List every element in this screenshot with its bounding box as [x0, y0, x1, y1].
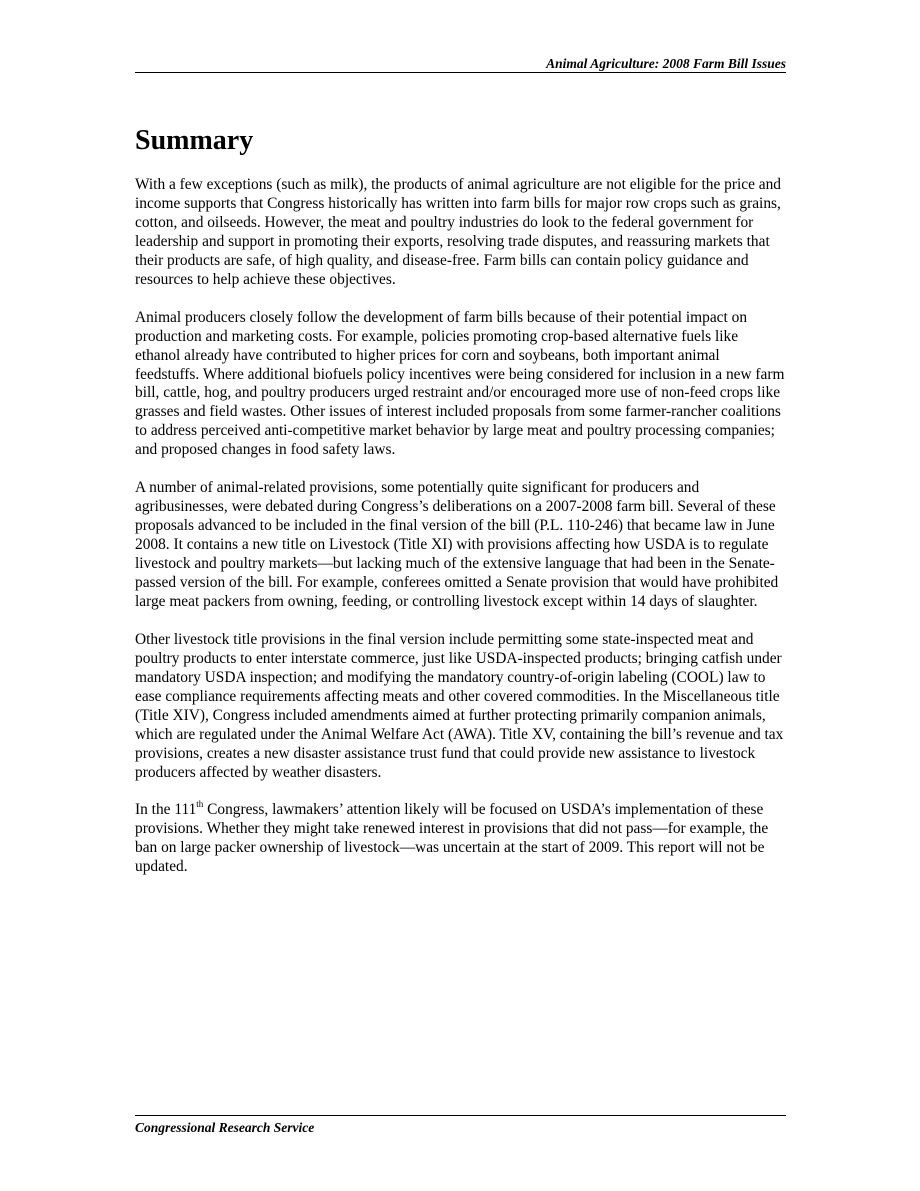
- paragraph-5: [135, 801, 786, 877]
- paragraph-1: With a few exceptions (such as milk), the products of animal agriculture are not eligible for the price and income supports that Congress historically has written into farm bills for major row crops such as grains, cotton, and oilseeds. However, the meat and poultry industries do look to the federal government for leadership and support in promoting their exports, resolving trade disputes, and reassuring markets that their products are safe, of high quality, and disease-free. Farm bills can contain policy guidance and resources to help achieve these objectives.: [135, 176, 781, 288]
- paragraph-5-rest: Congress, lawmakers’ attention likely will be focused on USDA’s implementation of these provisions. Whether they might take renewed interest in provisions that did not pass—for example, the ban on large packer ownership of livestock—was uncertain at the start of 2009. This report will not be updated.: [135, 801, 769, 876]
- paragraph-4: Other livestock title provisions in the final version include permitting some state-inspected meat and poultry products to enter interstate commerce, just like USDA-inspected products; bringing catfish under mandatory USDA inspection; and modifying the mandatory country-of-origin labeling (COOL) law to ease compliance requirements affecting meats and other covered commodities. In the Miscellaneous title (Title XIV), Congress included amendments aimed at further protecting primarily companion animals, which are regulated under the Animal Welfare Act (AWA). Title XV, containing the bill’s revenue and tax provisions, creates a new disaster assistance trust fund that could provide new assistance to livestock producers affected by weather disasters.: [135, 630, 784, 781]
- header-divider: [135, 72, 786, 73]
- paragraph-2: Animal producers closely follow the development of farm bills because of their potential impact on production and marketing costs. For example, policies promoting crop-based alternative fuels like ethanol already have contributed to higher prices for corn and soybeans, both important animal feedstuffs. Where additional biofuels policy incentives were being considered for inclusion in a new farm bill, cattle, hog, and poultry producers urged restraint and/or encouraged more use of non-feed crops like grasses and field wastes. Other issues of interest included proposals from some farmer-rancher coalitions to address perceived anti-competitive market behavior by large meat and poultry processing companies; and proposed changes in food safety laws.: [135, 308, 785, 459]
- running-header: Animal Agriculture: 2008 Farm Bill Issues: [546, 56, 786, 71]
- footer-divider: [135, 1115, 786, 1116]
- footer-source: Congressional Research Service: [135, 1120, 315, 1135]
- section-title: Summary: [135, 125, 254, 156]
- paragraph-3: A number of animal-related provisions, some potentially quite significant for producers and agribusinesses, were debated during Congress’s deliberations on a 2007-2008 farm bill. Several of these proposals advanced to be included in the final version of the bill (P.L. 110-246) that became law in June 2008. It contains a new title on Livestock (Title XI) with provisions affecting how USDA is to regulate livestock and poultry markets—but lacking much of the extensive language that had been in the Senate-passed version of the bill. For example, conferees omitted a Senate provision that would have prohibited large meat packers from owning, feeding, or controlling livestock except within 14 days of slaughter.: [135, 479, 779, 610]
- summary-body: [135, 176, 786, 896]
- paragraph-5-lead: In the 111: [135, 801, 197, 819]
- ordinal-superscript: th: [196, 799, 204, 810]
